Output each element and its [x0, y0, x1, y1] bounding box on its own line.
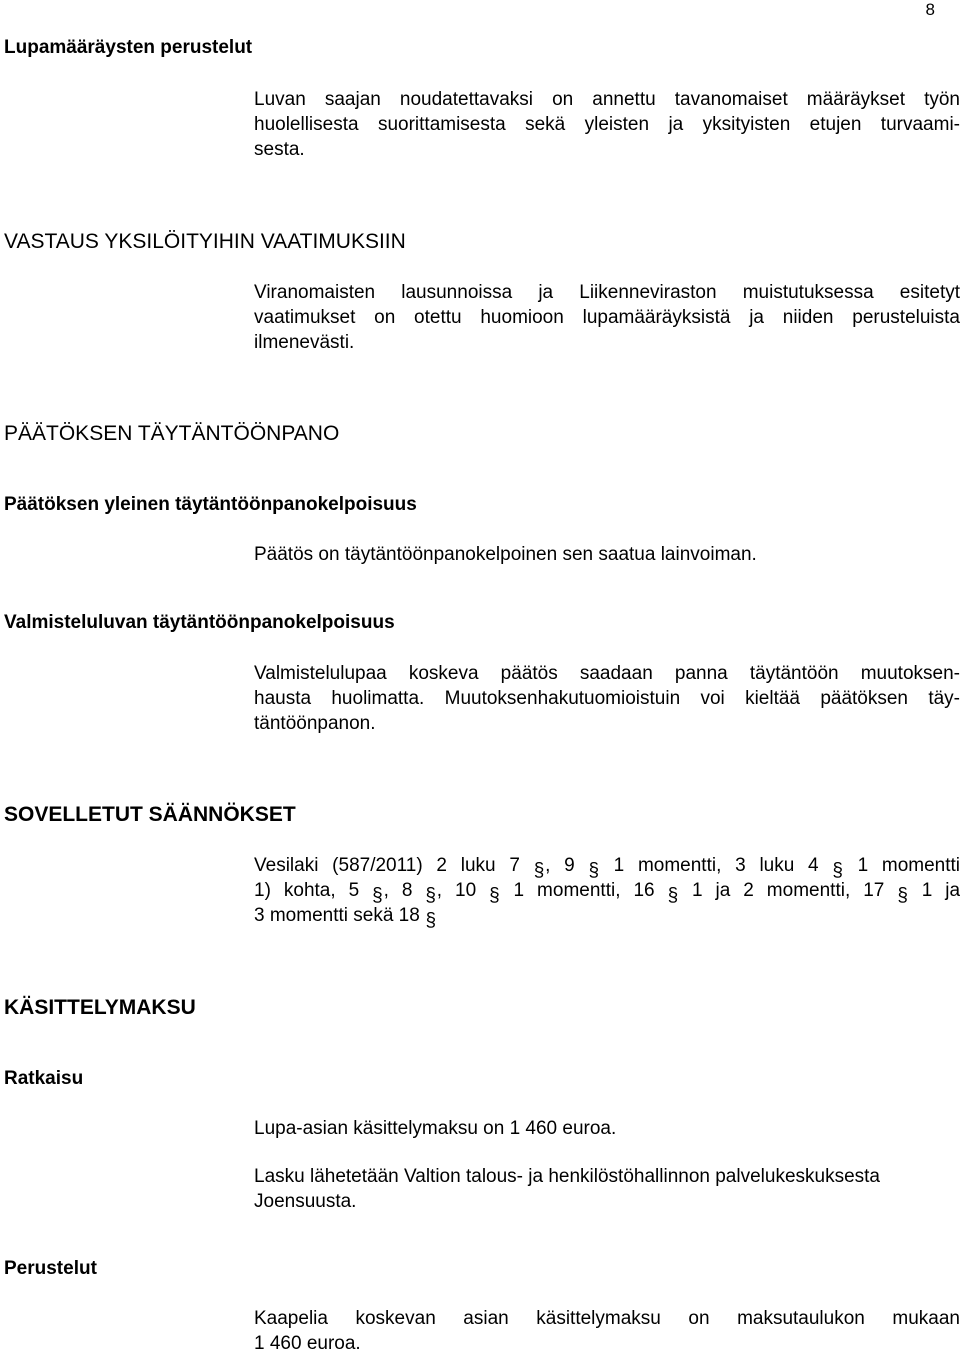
statute-text: , 10 [436, 880, 477, 901]
paragraph-line: Lasku lähetetään Valtion talous- ja henkilöstöhallinnon palvelukeskuksesta [254, 1166, 880, 1187]
section-sign: § [897, 885, 908, 907]
paragraph-line [254, 903, 960, 932]
section-heading-sovelletut-saannokset: SOVELLETUT SÄÄNNÖKSET [4, 803, 296, 826]
paragraph-line: Viranomaisten lausunnoissa ja Liikenneviraston muistutuksessa esitetyt [254, 282, 960, 303]
subheading-ratkaisu: Ratkaisu [4, 1068, 84, 1089]
paragraph-line: Lupa-asian käsittelymaksu on 1 460 euroa. [254, 1118, 617, 1139]
paragraph-line: vaatimukset on otettu huomioon lupamääräyksistä ja niiden perusteluista [254, 307, 960, 328]
yleinen-taytantoonpanokelpoisuus-paragraph [254, 542, 960, 567]
paragraph-line: Päätös on täytäntöönpanokelpoinen sen saatua lainvoiman. [254, 544, 757, 565]
statute-text: , 8 [383, 880, 413, 901]
ratkaisu-paragraph-1 [254, 1116, 960, 1141]
section-sign: § [425, 885, 436, 907]
paragraph-line: ilmenevästi. [254, 332, 355, 353]
section-sign: § [667, 885, 679, 907]
section-heading-kasittelymaksu: KÄSITTELYMAKSU [4, 996, 196, 1019]
section-heading-paatoksen-taytantoonpano: PÄÄTÖKSEN TÄYTÄNTÖÖNPANO [4, 422, 340, 445]
statute-text: 1 ja 2 momentti, 17 [691, 880, 885, 901]
statute-text: 1 momentti [857, 855, 960, 876]
section-sign: § [832, 860, 843, 882]
statute-text: 1 ja [921, 880, 960, 901]
paragraph-line [254, 853, 960, 882]
perustelut-paragraph [254, 1306, 960, 1356]
sovelletut-saannokset-paragraph [254, 853, 960, 932]
valmisteluluvan-paragraph [254, 661, 960, 736]
statute-text: Vesilaki (587/2011) 2 luku 7 [254, 855, 520, 876]
paragraph-line: täntöönpanon. [254, 713, 376, 734]
statute-text: 1 momentti, 16 [513, 880, 655, 901]
paragraph-line: sesta. [254, 139, 305, 160]
page-number: 8 [925, 0, 935, 19]
section-sign: § [425, 910, 437, 932]
statute-text: 3 momentti sekä 18 [254, 905, 420, 926]
paragraph-line: hausta huolimatta. Muutoksenhakutuomioistuin voi kieltää päätöksen täy- [254, 688, 960, 709]
section-heading-vastaus: VASTAUS YKSILÖITYIHIN VAATIMUKSIIN [4, 230, 406, 253]
paragraph-line [254, 878, 960, 907]
paragraph-line: Valmistelulupaa koskeva päätös saadaan panna täytäntöön muutoksen- [254, 663, 960, 684]
paragraph-line: Luvan saajan noudatettavaksi on annettu tavanomaiset määräykset työn [254, 89, 960, 110]
section-sign: § [533, 860, 545, 882]
statute-text: 1) kohta, 5 [254, 880, 360, 901]
subheading-perustelut: Perustelut [4, 1258, 97, 1279]
section-sign: § [489, 885, 500, 907]
subheading-yleinen-taytantoonpanokelpoisuus: Päätöksen yleinen täytäntöönpanokelpoisuus [4, 494, 417, 515]
section-heading-lupamaaraysten-perustelut: Lupamääräysten perustelut [4, 37, 253, 58]
paragraph-line: 1 460 euroa. [254, 1333, 361, 1354]
statute-text: 1 momentti, 3 luku 4 [613, 855, 819, 876]
subheading-valmisteluluvan-taytantoonpanokelpoisuus: Valmisteluluvan täytäntöönpanokelpoisuus [4, 612, 395, 633]
section-sign: § [372, 885, 383, 907]
statute-text: , 9 [545, 855, 575, 876]
vastaus-paragraph [254, 280, 960, 355]
paragraph-line: Kaapelia koskevan asian käsittelymaksu on maksutaulukon mukaan [254, 1308, 960, 1329]
paragraph-line: huolellisesta suorittamisesta sekä yleisten ja yksityisten etujen turvaami- [254, 114, 960, 135]
ratkaisu-paragraph-2 [254, 1164, 960, 1214]
paragraph-line: Joensuusta. [254, 1191, 357, 1212]
lupamaaraysten-perustelut-paragraph [254, 87, 960, 162]
section-sign: § [588, 860, 600, 882]
